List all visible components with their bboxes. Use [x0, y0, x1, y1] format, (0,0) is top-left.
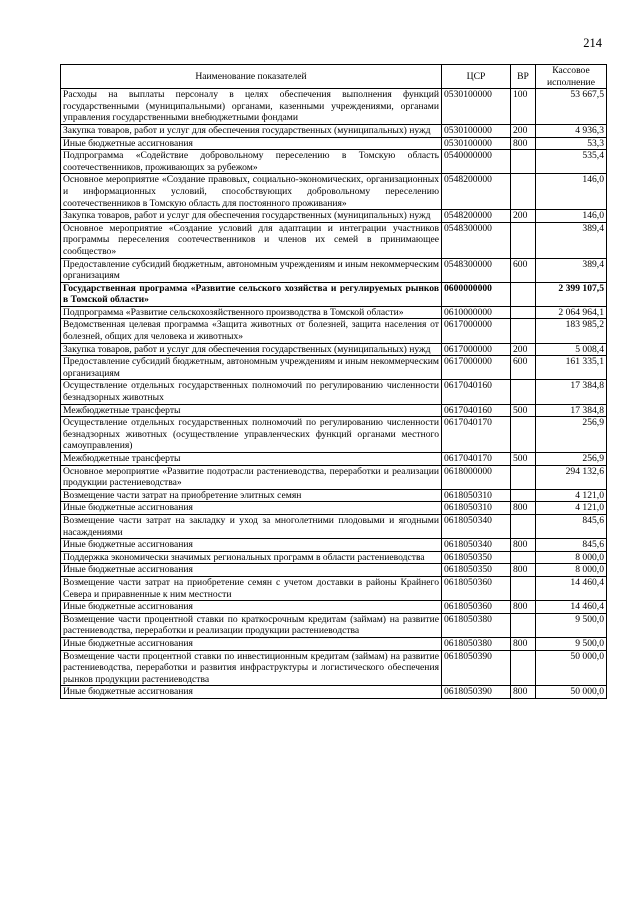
row-name-cell: Закупка товаров, работ и услуг для обеспечения государственных (муниципальных) нужд	[61, 343, 442, 356]
table-row	[61, 343, 607, 356]
row-sum-cell: 50 000,0	[536, 686, 607, 699]
row-name-cell: Основное мероприятие «Развитие подотрасли растениеводства, переработки и реализации продукции растениеводства»	[61, 465, 442, 489]
row-csr-cell: 0618050310	[442, 502, 511, 515]
table-row	[61, 258, 607, 282]
row-csr-cell: 0530100000	[442, 89, 511, 125]
row-vr-cell: 800	[511, 137, 536, 150]
row-csr-cell: 0618050350	[442, 564, 511, 577]
table-row	[61, 489, 607, 502]
row-vr-cell	[511, 150, 536, 174]
table-row	[61, 650, 607, 686]
row-csr-cell: 0548200000	[442, 174, 511, 210]
row-sum-cell: 17 384,8	[536, 404, 607, 417]
row-csr-cell: 0618050390	[442, 686, 511, 699]
table-row	[61, 282, 607, 306]
row-sum-cell: 845,6	[536, 514, 607, 538]
row-csr-cell: 0610000000	[442, 306, 511, 319]
row-vr-cell	[511, 380, 536, 404]
row-vr-cell	[511, 650, 536, 686]
row-vr-cell: 200	[511, 343, 536, 356]
row-csr-cell: 0618050340	[442, 514, 511, 538]
row-csr-cell: 0617000000	[442, 343, 511, 356]
row-vr-cell	[511, 551, 536, 564]
table-row	[61, 539, 607, 552]
table-body	[61, 89, 607, 699]
page-number: 214	[583, 36, 602, 50]
row-sum-cell: 53,3	[536, 137, 607, 150]
row-sum-cell: 9 500,0	[536, 613, 607, 637]
row-csr-cell: 0618050360	[442, 601, 511, 614]
row-vr-cell: 200	[511, 210, 536, 223]
row-vr-cell: 500	[511, 453, 536, 466]
row-csr-cell: 0540000000	[442, 150, 511, 174]
row-sum-cell: 4 121,0	[536, 502, 607, 515]
row-name-cell: Основное мероприятие «Создание правовых, социально-экономических, организационных и информационных условий, способствующих добровольному переселению соотечественников в Томскую область для постоянного проживания»	[61, 174, 442, 210]
row-sum-cell: 389,4	[536, 258, 607, 282]
row-vr-cell	[511, 514, 536, 538]
row-csr-cell: 0548300000	[442, 222, 511, 258]
table-row	[61, 222, 607, 258]
table-row	[61, 514, 607, 538]
header-csr: ЦСР	[442, 65, 511, 89]
row-name-cell: Иные бюджетные ассигнования	[61, 564, 442, 577]
row-csr-cell: 0618000000	[442, 465, 511, 489]
row-vr-cell	[511, 222, 536, 258]
table-row	[61, 502, 607, 515]
table-row	[61, 124, 607, 137]
table-row	[61, 453, 607, 466]
row-csr-cell: 0617000000	[442, 356, 511, 380]
row-name-cell: Предоставление субсидий бюджетным, автономным учреждениям и иным некоммерческим организациям	[61, 356, 442, 380]
row-vr-cell: 600	[511, 258, 536, 282]
row-name-cell: Подпрограмма «Развитие сельскохозяйственного производства в Томской области»	[61, 306, 442, 319]
row-csr-cell: 0617000000	[442, 319, 511, 343]
row-vr-cell	[511, 576, 536, 600]
table-row	[61, 686, 607, 699]
row-sum-cell: 9 500,0	[536, 637, 607, 650]
row-vr-cell: 100	[511, 89, 536, 125]
row-name-cell: Закупка товаров, работ и услуг для обеспечения государственных (муниципальных) нужд	[61, 210, 442, 223]
table-row	[61, 576, 607, 600]
table-row	[61, 150, 607, 174]
row-vr-cell: 800	[511, 601, 536, 614]
row-vr-cell	[511, 319, 536, 343]
row-csr-cell: 0548300000	[442, 258, 511, 282]
table-row	[61, 601, 607, 614]
row-sum-cell: 535,4	[536, 150, 607, 174]
row-vr-cell: 800	[511, 502, 536, 515]
row-sum-cell: 256,9	[536, 417, 607, 453]
table-row	[61, 306, 607, 319]
row-name-cell: Иные бюджетные ассигнования	[61, 502, 442, 515]
row-name-cell: Иные бюджетные ассигнования	[61, 601, 442, 614]
row-name-cell: Межбюджетные трансферты	[61, 404, 442, 417]
row-vr-cell	[511, 489, 536, 502]
row-sum-cell: 183 985,2	[536, 319, 607, 343]
row-vr-cell: 800	[511, 637, 536, 650]
row-sum-cell: 389,4	[536, 222, 607, 258]
row-sum-cell: 14 460,4	[536, 601, 607, 614]
row-sum-cell: 53 667,5	[536, 89, 607, 125]
row-sum-cell: 8 000,0	[536, 564, 607, 577]
row-sum-cell: 256,9	[536, 453, 607, 466]
row-name-cell: Возмещение части процентной ставки по инвестиционным кредитам (займам) на развитие растениеводства, переработки и развития инфраструктуры и логистического обеспечения рынков продукции растениеводства	[61, 650, 442, 686]
row-name-cell: Осуществление отдельных государственных полномочий по регулированию численности безнадзорных животных (осуществление управленческих функций органами местного самоуправления)	[61, 417, 442, 453]
row-name-cell: Закупка товаров, работ и услуг для обеспечения государственных (муниципальных) нужд	[61, 124, 442, 137]
row-csr-cell: 0618050380	[442, 613, 511, 637]
row-csr-cell: 0617040160	[442, 404, 511, 417]
table-header-row	[61, 65, 607, 89]
row-vr-cell: 200	[511, 124, 536, 137]
row-csr-cell: 0530100000	[442, 124, 511, 137]
row-name-cell: Предоставление субсидий бюджетным, автономным учреждениям и иным некоммерческим организациям	[61, 258, 442, 282]
header-vr: ВР	[511, 65, 536, 89]
row-sum-cell: 14 460,4	[536, 576, 607, 600]
row-csr-cell: 0530100000	[442, 137, 511, 150]
row-name-cell: Иные бюджетные ассигнования	[61, 686, 442, 699]
row-csr-cell: 0618050350	[442, 551, 511, 564]
row-name-cell: Государственная программа «Развитие сельского хозяйства и регулируемых рынков в Томской области»	[61, 282, 442, 306]
table-row	[61, 137, 607, 150]
row-sum-cell: 4 936,3	[536, 124, 607, 137]
row-sum-cell: 5 008,4	[536, 343, 607, 356]
table-row	[61, 89, 607, 125]
table-row	[61, 404, 607, 417]
row-vr-cell: 600	[511, 356, 536, 380]
row-name-cell: Расходы на выплаты персоналу в целях обеспечения выполнения функций государственными (муниципальными) органами, казенными учреждениями, органами управления государственными внебюджетными фондами	[61, 89, 442, 125]
table-row	[61, 564, 607, 577]
table-row	[61, 356, 607, 380]
row-name-cell: Иные бюджетные ассигнования	[61, 137, 442, 150]
row-csr-cell: 0548200000	[442, 210, 511, 223]
table-row	[61, 174, 607, 210]
row-vr-cell: 800	[511, 539, 536, 552]
row-name-cell: Межбюджетные трансферты	[61, 453, 442, 466]
row-vr-cell	[511, 306, 536, 319]
row-vr-cell: 500	[511, 404, 536, 417]
row-sum-cell: 845,6	[536, 539, 607, 552]
row-vr-cell	[511, 174, 536, 210]
row-name-cell: Возмещение части затрат на закладку и уход за многолетними плодовыми и ягодными насаждениями	[61, 514, 442, 538]
table-row	[61, 551, 607, 564]
row-vr-cell	[511, 282, 536, 306]
row-name-cell: Основное мероприятие «Создание условий для адаптации и интеграции участников программы переселения соотечественников и членов их семей в принимающее сообщество»	[61, 222, 442, 258]
table-row	[61, 417, 607, 453]
row-name-cell: Иные бюджетные ассигнования	[61, 539, 442, 552]
table-row	[61, 319, 607, 343]
table-row	[61, 210, 607, 223]
row-name-cell: Возмещение части процентной ставки по краткосрочным кредитам (займам) на развитие растениеводства, переработки и реализации продукции растениеводства	[61, 613, 442, 637]
row-csr-cell: 0618050380	[442, 637, 511, 650]
row-csr-cell: 0618050360	[442, 576, 511, 600]
header-name: Наименование показателей	[61, 65, 442, 89]
row-sum-cell: 8 000,0	[536, 551, 607, 564]
table-row	[61, 380, 607, 404]
row-vr-cell: 800	[511, 686, 536, 699]
row-name-cell: Возмещение части затрат на приобретение семян с учетом доставки в районы Крайнего Севера и приравненные к ним местности	[61, 576, 442, 600]
table-row	[61, 465, 607, 489]
row-sum-cell: 4 121,0	[536, 489, 607, 502]
row-sum-cell: 17 384,8	[536, 380, 607, 404]
row-sum-cell: 146,0	[536, 210, 607, 223]
row-name-cell: Возмещение части затрат на приобретение элитных семян	[61, 489, 442, 502]
row-name-cell: Ведомственная целевая программа «Защита животных от болезней, защита населения от болезней, общих для человека и животных»	[61, 319, 442, 343]
row-csr-cell: 0618050390	[442, 650, 511, 686]
budget-execution-table	[60, 64, 607, 699]
table-row	[61, 637, 607, 650]
row-vr-cell: 800	[511, 564, 536, 577]
row-csr-cell: 0617040160	[442, 380, 511, 404]
row-name-cell: Поддержка экономически значимых региональных программ в области растениеводства	[61, 551, 442, 564]
row-sum-cell: 2 399 107,5	[536, 282, 607, 306]
row-name-cell: Иные бюджетные ассигнования	[61, 637, 442, 650]
row-sum-cell: 146,0	[536, 174, 607, 210]
row-csr-cell: 0618050340	[442, 539, 511, 552]
row-name-cell: Осуществление отдельных государственных полномочий по регулированию численности безнадзорных животных	[61, 380, 442, 404]
row-sum-cell: 2 064 964,1	[536, 306, 607, 319]
row-csr-cell: 0617040170	[442, 453, 511, 466]
row-sum-cell: 50 000,0	[536, 650, 607, 686]
row-sum-cell: 294 132,6	[536, 465, 607, 489]
row-vr-cell	[511, 417, 536, 453]
row-name-cell: Подпрограмма «Содействие добровольному переселению в Томскую область соотечественников, проживающих за рубежом»	[61, 150, 442, 174]
row-csr-cell: 0618050310	[442, 489, 511, 502]
row-vr-cell	[511, 613, 536, 637]
row-sum-cell: 161 335,1	[536, 356, 607, 380]
table-row	[61, 613, 607, 637]
row-csr-cell: 0617040170	[442, 417, 511, 453]
row-vr-cell	[511, 465, 536, 489]
header-sum: Кассовое исполнение	[536, 65, 607, 89]
row-csr-cell: 0600000000	[442, 282, 511, 306]
